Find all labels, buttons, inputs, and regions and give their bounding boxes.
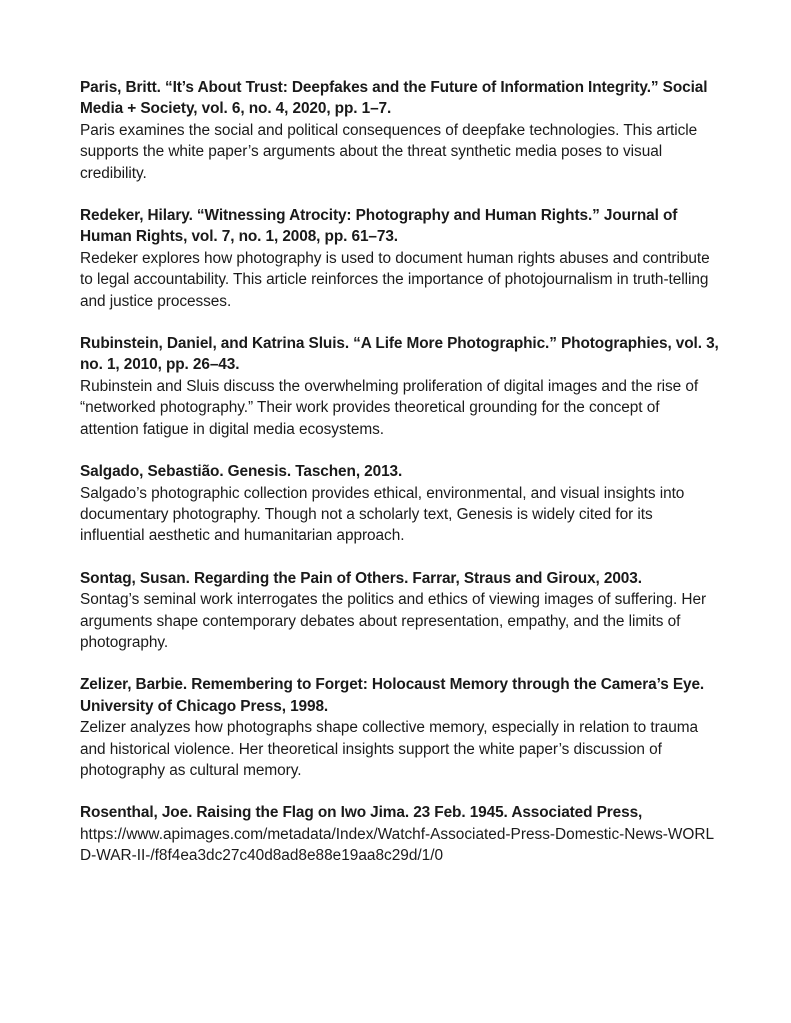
bibliography-entry-paris <box>80 77 720 184</box>
bibliography-entry-zelizer <box>80 674 720 781</box>
bibliography-entry-rubinstein <box>80 333 720 440</box>
bibliography-page <box>80 77 720 888</box>
bibliography-entry-salgado <box>80 461 720 547</box>
annotation: Salgado’s photographic collection provides ethical, environmental, and visual insights into documentary photography. Though not a scholarly text, Genesis is widely cited for its influential aesthetic and humanitarian approach. <box>80 484 685 545</box>
citation: Redeker, Hilary. “Witnessing Atrocity: Photography and Human Rights.” Journal of Human Rights, vol. 7, no. 1, 2008, pp. 61–73. <box>80 207 678 246</box>
annotation: Redeker explores how photography is used to document human rights abuses and contribute to legal accountability. This article reinforces the importance of photojournalism in truth-telling and justice processes. <box>80 249 710 310</box>
citation: Rosenthal, Joe. Raising the Flag on Iwo Jima. 23 Feb. 1945. Associated Press, <box>80 804 643 822</box>
annotation: Sontag’s seminal work interrogates the politics and ethics of viewing images of suffering. Her arguments shape contemporary debates about representation, empathy, and the limits of photography. <box>80 591 707 651</box>
annotation: Rubinstein and Sluis discuss the overwhelming proliferation of digital images and the rise of “networked photography.” Their work provides theoretical grounding for the concept of attention fatigue in digital media ecosystems. <box>80 377 699 438</box>
source-url: https://www.apimages.com/metadata/Index/Watchf-Associated-Press-Domestic-News-WORLD-WAR-II-/f8f4ea3dc27c40d8ad8e88e19aa8c29d/1/0 <box>80 825 715 865</box>
annotation: Paris examines the social and political consequences of deepfake technologies. This article supports the white paper’s arguments about the threat synthetic media poses to visual credibility. <box>80 121 698 182</box>
citation: Paris, Britt. “It’s About Trust: Deepfakes and the Future of Information Integrity.” Social Media + Society, vol. 6, no. 4, 2020, pp. 1–7. <box>80 79 708 118</box>
citation: Rubinstein, Daniel, and Katrina Sluis. “A Life More Photographic.” Photographies, vol. 3, no. 1, 2010, pp. 26–43. <box>80 335 719 374</box>
citation: Zelizer, Barbie. Remembering to Forget: Holocaust Memory through the Camera’s Eye. University of Chicago Press, 1998. <box>80 676 705 715</box>
annotation: Zelizer analyzes how photographs shape collective memory, especially in relation to trauma and historical violence. Her theoretical insights support the white paper’s discussion of photography as cultural memory. <box>80 719 698 779</box>
citation: Salgado, Sebastião. Genesis. Taschen, 2013. <box>80 463 403 481</box>
bibliography-entry-sontag <box>80 568 720 654</box>
bibliography-entry-rosenthal <box>80 802 720 866</box>
citation: Sontag, Susan. Regarding the Pain of Others. Farrar, Straus and Giroux, 2003. <box>80 569 642 587</box>
bibliography-entry-redeker <box>80 205 720 312</box>
